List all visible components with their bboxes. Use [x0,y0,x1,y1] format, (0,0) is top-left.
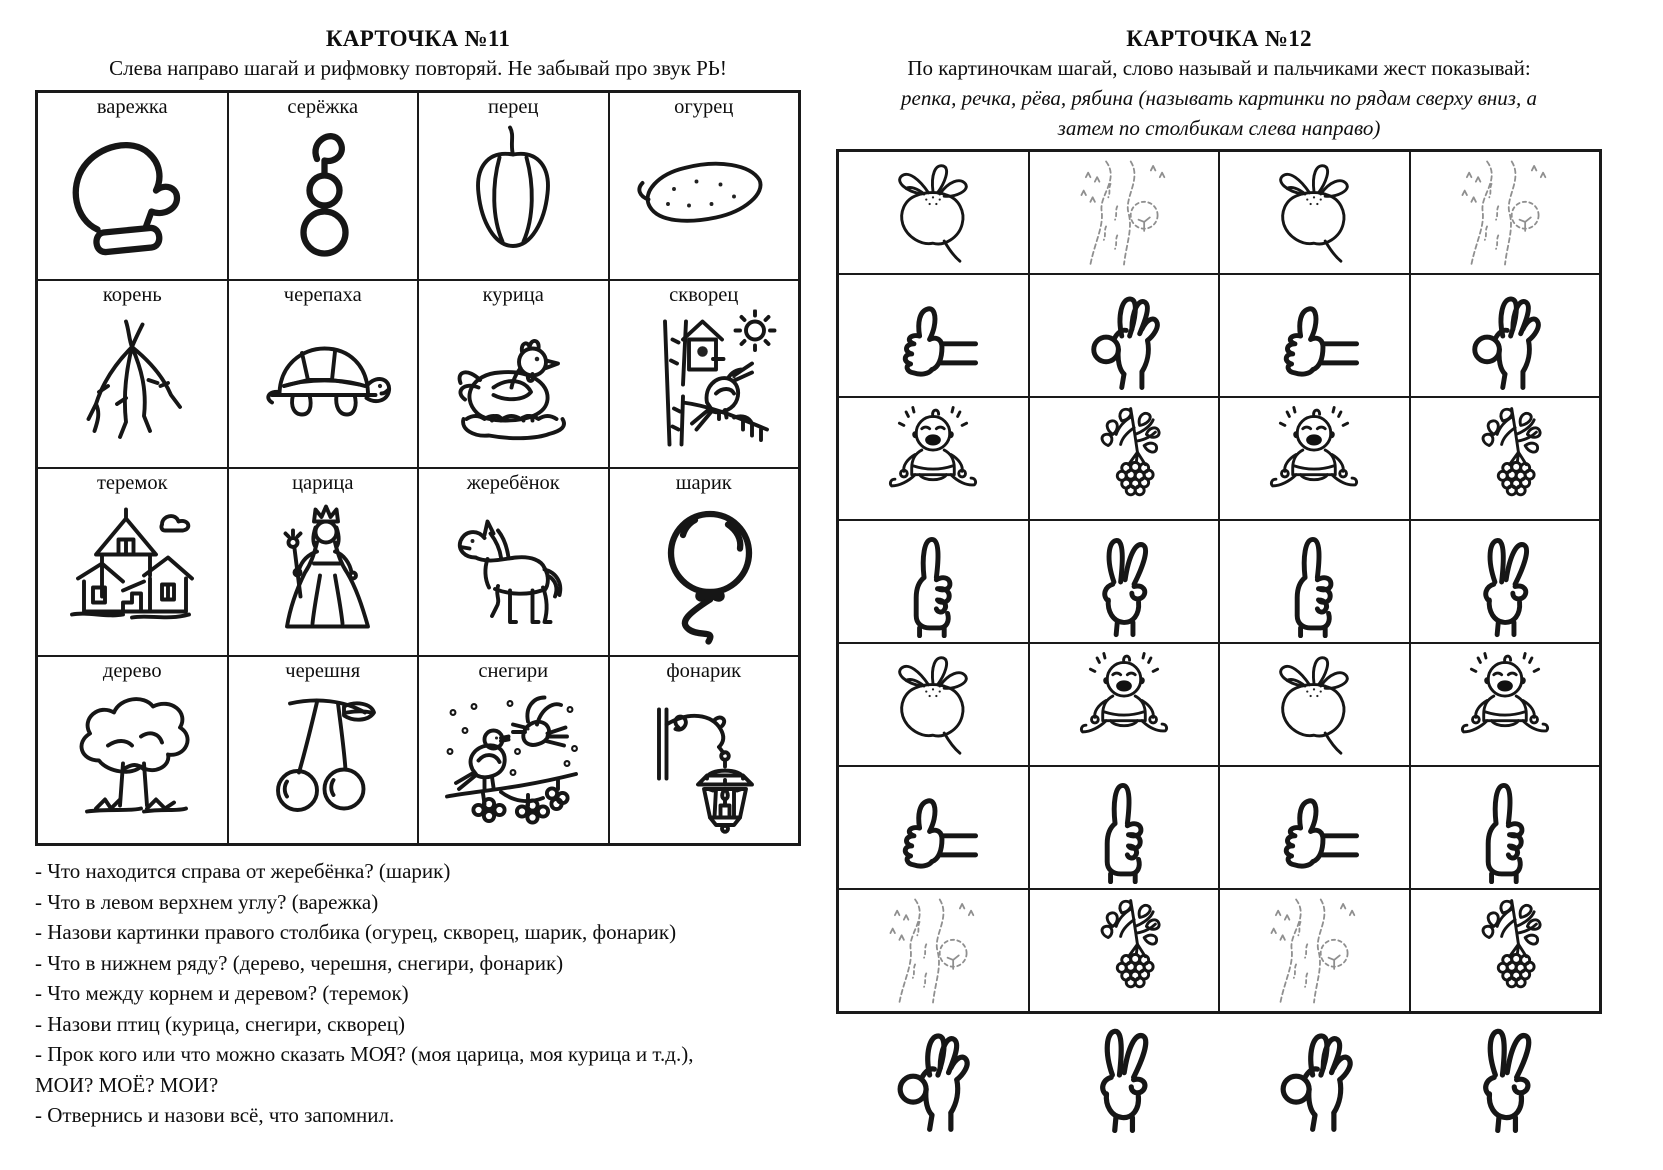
ok-sign-hand-image [1256,1016,1374,1134]
turnip-image [877,157,989,269]
card12-cell [1219,520,1410,643]
thumb-up-hand-image [877,280,989,392]
card12-cell [1029,151,1220,274]
card12-cell [838,151,1029,274]
river-image [1068,157,1180,269]
card12-bottom-cell [1028,1016,1220,1134]
thumb-up-hand-image [1258,280,1370,392]
card12-cell [838,397,1029,520]
lantern-image [629,684,779,837]
card11-cell [609,656,800,844]
peace-sign-hand-image [1449,526,1561,638]
pepper-image [438,120,588,273]
card12-cell [1029,766,1220,889]
point-finger-hand-image [1068,772,1180,884]
card12-bottom-cell [836,1016,1028,1134]
card12-cell [1219,274,1410,397]
cell-label: серёжка [287,96,359,118]
question-line: - Отвернись и назови всё, что запомнил. [35,1103,395,1127]
card12-cell [1219,643,1410,766]
starling-image [629,308,779,461]
card11-cell [37,656,228,844]
cell-label: снегири [478,660,549,682]
question-line: - Что в нижнем ряду? (дерево, черешня, снегири, фонарик) [35,950,564,975]
card11-cell [609,468,800,656]
card11-cell [418,468,609,656]
ok-sign-hand-image [1068,280,1180,392]
cell-label: курица [482,284,544,306]
card11-title: КАРТОЧКА №11 [325,26,511,51]
rowan-image [1449,895,1561,1007]
foal-image [438,496,588,649]
card12-page [836,26,1602,1134]
card11-page [35,26,801,1131]
turnip-image [877,649,989,761]
card12-bottom-cell [1411,1016,1603,1134]
rowan-image [1449,403,1561,515]
card12-cell [1219,889,1410,1012]
cell-label: теремок [96,472,168,494]
bullfinches-image [438,684,588,837]
turnip-image [1258,157,1370,269]
teremok-house-image [57,496,207,649]
point-finger-hand-image [1449,772,1561,884]
cell-label: царица [292,472,354,494]
card12-cell [1219,151,1410,274]
cell-label: перец [488,96,539,118]
card12-cell [838,274,1029,397]
crying-baby-image [1258,403,1370,515]
question-line: - Назови картинки правого столбика (огурец, скворец, шарик, фонарик) [35,920,677,944]
river-image [1449,157,1561,269]
crying-baby-image [1068,649,1180,761]
card11-cell [37,468,228,656]
card12-subtitle-line1: По картиночкам шагай, слово называй и пальчиками жест показывай: [907,56,1531,80]
card11-cell [37,92,228,280]
cucumber-image [629,120,779,273]
card12-subtitle-line3: затем по столбикам слева направо) [1057,116,1381,140]
cell-label: дерево [102,660,162,682]
cell-label: черешня [285,660,361,682]
card12-cell [1219,766,1410,889]
card12-cell [1029,397,1220,520]
card12-title: КАРТОЧКА №12 [1126,26,1312,51]
card12-grid [836,149,1602,1014]
cell-label: корень [102,284,162,306]
tree-image [57,684,207,837]
card11-cell [418,656,609,844]
card12-cell [1029,274,1220,397]
cherries-image [248,684,398,837]
peace-sign-hand-image [1064,1016,1182,1134]
thumb-up-hand-image [1258,772,1370,884]
river-image [1258,895,1370,1007]
queen-image [248,496,398,649]
card11-cell [228,280,419,468]
cell-label: жеребёнок [466,472,560,494]
card12-cell [838,643,1029,766]
card12-bottom-row [836,1016,1602,1134]
card11-cell [228,468,419,656]
card11-cell [228,92,419,280]
turtle-image [248,308,398,461]
cell-label: огурец [674,96,734,118]
ok-sign-hand-image [873,1016,991,1134]
card11-grid [35,90,801,846]
question-line: - Что находится справа от жеребёнка? (шарик) [35,859,451,883]
card12-cell [1029,520,1220,643]
card12-cell [1410,397,1601,520]
card11-cell [609,280,800,468]
card11-subtitle: Слева направо шагай и рифмовку повторяй. Не забывай про звук РЬ! [109,56,727,80]
cell-label: шарик [675,472,732,494]
rowan-image [1068,895,1180,1007]
thumb-up-hand-image [877,772,989,884]
cell-label: варежка [96,96,168,118]
card12-bottom-cell [1219,1016,1411,1134]
card11-cell [418,92,609,280]
card12-cell [838,520,1029,643]
turnip-image [1258,649,1370,761]
question-line: - Что в левом верхнем углу? (варежка) [35,889,379,914]
point-finger-hand-image [1258,526,1370,638]
card12-cell [1219,397,1410,520]
mitten-image [57,120,207,273]
question-line: - Что между корнем и деревом? (теремок) [35,981,409,1005]
card11-questions [35,856,801,1131]
crying-baby-image [1449,649,1561,761]
card11-cell [228,656,419,844]
cell-label: скворец [669,284,739,306]
card12-cell [1410,766,1601,889]
card12-cell [1029,643,1220,766]
card11-cell [609,92,800,280]
peace-sign-hand-image [1447,1016,1565,1134]
card12-cell [838,766,1029,889]
card12-cell [1029,889,1220,1012]
card11-cell [418,280,609,468]
earring-image [248,120,398,273]
card11-cell [37,280,228,468]
hen-image [438,308,588,461]
card12-cell [1410,520,1601,643]
point-finger-hand-image [877,526,989,638]
card12-cell [1410,151,1601,274]
cell-label: фонарик [666,660,742,682]
question-line: - Назови птиц (курица, снегири, скворец) [35,1011,405,1036]
card12-cell [838,889,1029,1012]
root-image [57,308,207,461]
ok-sign-hand-image [1449,280,1561,392]
rowan-image [1068,403,1180,515]
card12-cell [1410,274,1601,397]
question-line: МОИ? МОЁ? МОИ? [35,1072,219,1097]
river-image [877,895,989,1007]
card12-cell [1410,643,1601,766]
question-line: - Прок кого или что можно сказать МОЯ? (моя царица, моя курица и т.д.), [35,1042,694,1066]
card12-cell [1410,889,1601,1012]
crying-baby-image [877,403,989,515]
card12-subtitle-line2: репка, речка, рёва, рябина (называть картинки по рядам сверху вниз, а [901,86,1537,110]
peace-sign-hand-image [1068,526,1180,638]
cell-label: черепаха [283,284,362,306]
balloon-image [629,496,779,649]
